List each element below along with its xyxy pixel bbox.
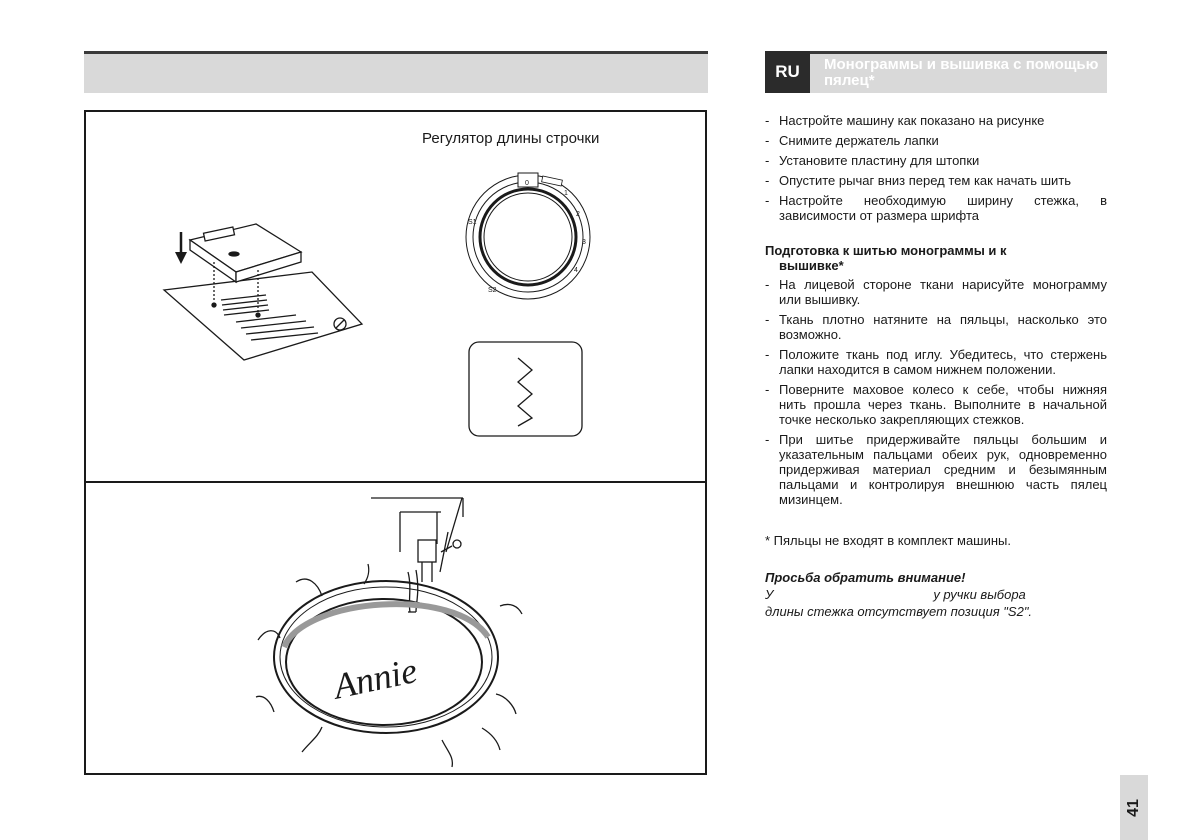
dial-mark-3: 3 xyxy=(582,239,586,246)
list-item: - На лицевой стороне ткани нарисуйте монограмму или вышивку. xyxy=(765,277,1107,307)
embroidery-hoop-illustration xyxy=(256,498,522,767)
darning-plate-illustration xyxy=(164,224,362,360)
dial-caption: Регулятор длины строчки xyxy=(422,130,600,147)
stitch-length-dial xyxy=(466,173,590,299)
dial-mark-0: 0 xyxy=(525,180,529,187)
footnote: * Пяльцы не входят в комплект машины. xyxy=(765,533,1011,548)
list-item: - При шитье придерживайте пяльцы большим и указательным пальцами обеих рук, одновременно придерживая материал средним и безымянным пальцами и контролируя внешнюю часть пялец мизинцем. xyxy=(765,432,1107,507)
dial-mark-s1: S1 xyxy=(468,219,477,226)
dial-mark-s2: S2 xyxy=(488,287,497,294)
section-title-bar xyxy=(765,51,1107,93)
dial-marks xyxy=(468,180,586,294)
list-item: - Настройте необходимую ширину стежка, в зависимости от размера шрифта xyxy=(765,193,1107,223)
dial-mark-4: 4 xyxy=(574,267,578,274)
instructions-column xyxy=(765,51,1107,620)
embroidery-text: Annie xyxy=(330,649,421,707)
list-item: - Положите ткань под иглу. Убедитесь, что стержень лапки находится в самом нижнем положении. xyxy=(765,347,1107,377)
list-item: - Опустите рычаг вниз перед тем как начать шить xyxy=(765,173,1072,188)
language-badge: RU xyxy=(765,51,810,93)
page-number: 41 xyxy=(1124,798,1142,817)
note-title: Просьба обратить внимание! xyxy=(765,570,966,585)
figure-illustrations xyxy=(86,112,705,773)
note-line-1: У у ручки выбора xyxy=(765,587,1026,602)
note-line-2: длины стежка отсутствует позиция "S2". xyxy=(765,604,1033,619)
figure-divider xyxy=(86,481,705,483)
preparation-steps-list xyxy=(765,277,1107,507)
preparation-heading: Подготовка к шитью монограммы и к вышивке* xyxy=(765,243,1007,273)
section-title: Монограммы и вышивка с помощью пялец* xyxy=(824,56,1099,89)
dial-mark-2: 2 xyxy=(576,211,580,218)
list-item: - Установите пластину для штопки xyxy=(765,153,980,168)
setup-steps-list xyxy=(765,113,1107,223)
list-item: - Настройте машину как показано на рисунке xyxy=(765,113,1045,128)
zigzag-stitch-icon xyxy=(469,342,582,436)
left-header-bar xyxy=(84,51,708,93)
list-item: - Ткань плотно натяните на пяльцы, насколько это возможно. xyxy=(765,312,1107,342)
figure-box xyxy=(84,110,707,775)
page-number-tab xyxy=(1120,775,1148,840)
list-item: - Поверните маховое колесо к себе, чтобы нижняя нить прошла через ткань. Выполните в начальной точке несколько закрепляющих стежков. xyxy=(765,382,1107,427)
list-item: - Снимите держатель лапки xyxy=(765,133,939,148)
dial-mark-1: 1 xyxy=(564,190,568,197)
